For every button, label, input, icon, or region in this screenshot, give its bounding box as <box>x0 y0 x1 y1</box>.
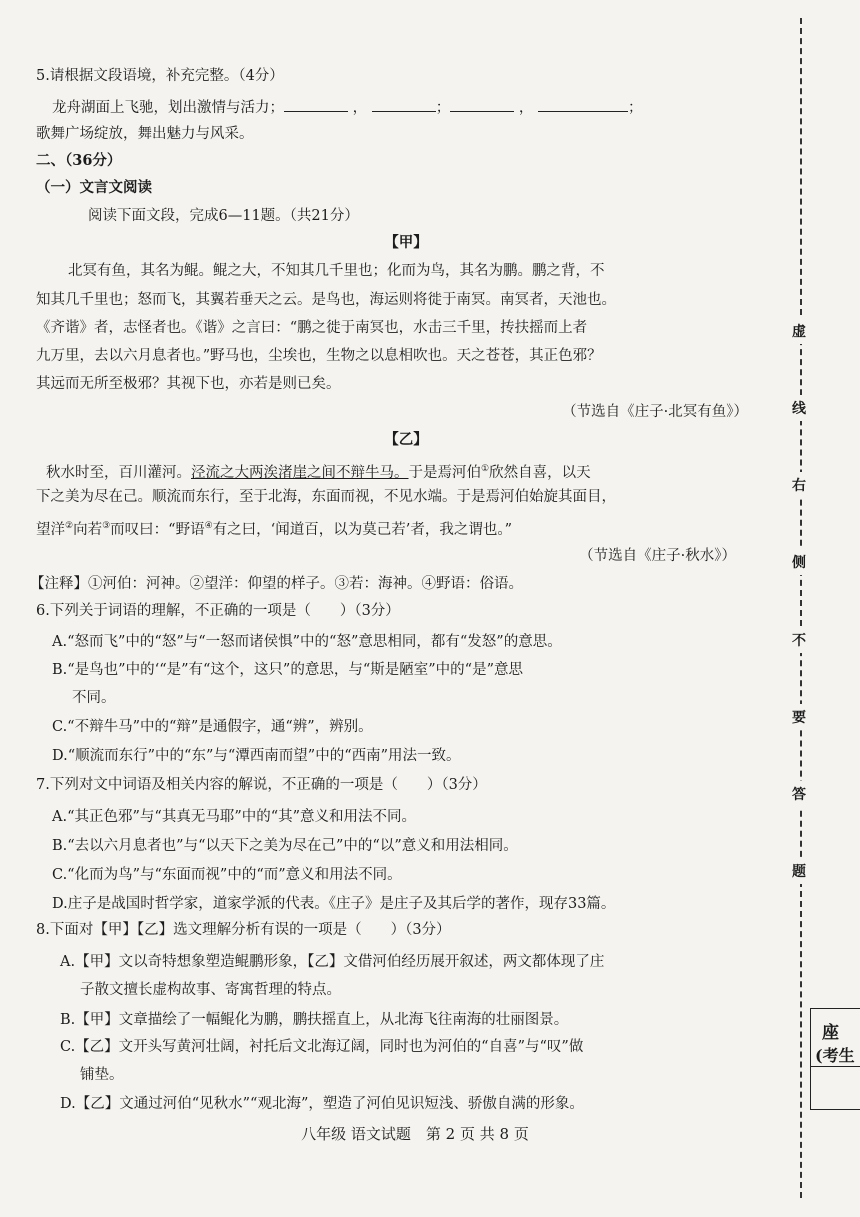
jia-line-2: 知其几千里也；怒而飞，其翼若垂天之云。是鸟也，海运则将徙于南冥。南冥者，天池也。 <box>36 292 616 308</box>
q8-stem: 8.下面对【甲】【乙】选文理解分析有误的一项是（ ）（3分） <box>36 922 451 938</box>
yi-line-3-c: 而叹曰：“野语 <box>110 521 205 538</box>
jia-line-5: 其远而无所至极邪？其视下也，亦若是则已矣。 <box>36 376 341 392</box>
q5-sep4: ； <box>627 100 643 116</box>
jia-line-3: 《齐谐》者，志怪者也。《谐》之言曰：“鹏之徙于南冥也，水击三千里，抟扶摇而上者 <box>36 320 588 336</box>
section2-title: 二、（36分） <box>36 152 122 169</box>
yi-source: （节选自《庄子·秋水》） <box>579 548 736 564</box>
q5-line1 <box>52 97 642 118</box>
q5-line1-text: 龙舟湖面上飞驰，划出激情与活力； <box>52 100 284 116</box>
q5-sep1: ， <box>352 100 368 116</box>
seat-label: 座 <box>822 1023 839 1043</box>
margin-char-5: 不 <box>792 627 806 653</box>
margin-char-1: 虚 <box>792 318 806 344</box>
yi-line-3-d: 有之曰，‘闻道百，以为莫己若’者，我之谓也。” <box>212 521 513 538</box>
q7-option-d[interactable]: D.庄子是战国时哲学家，道家学派的代表。《庄子》是庄子及其后学的著作，现存33篇。 <box>52 896 616 912</box>
q8-option-b[interactable]: B.【甲】文章描绘了一幅鲲化为鹏，鹏扶摇直上，从北海飞往南海的壮丽图景。 <box>60 1012 569 1028</box>
q8-option-d[interactable]: D.【乙】文通过河伯“见秋水”“观北海”，塑造了河伯见识短浅、骄傲自满的形象。 <box>60 1096 584 1112</box>
jia-source: （节选自《庄子·北冥有鱼》） <box>562 404 748 420</box>
answer-blank-4[interactable] <box>538 97 628 112</box>
margin-char-6: 要 <box>792 704 806 730</box>
seat-label-examinee: (考生 <box>815 1046 855 1065</box>
answer-blank-1[interactable] <box>284 97 348 112</box>
margin-char-7: 答 <box>792 781 806 807</box>
q6-option-b-cont: 不同。 <box>72 690 116 706</box>
seat-box-divider <box>810 1066 860 1067</box>
q5-sep3: ， <box>518 100 534 116</box>
q8-option-a[interactable]: A.【甲】文以奇特想象塑造鲲鹏形象，【乙】文借河伯经历展开叙述，两文都体现了庄 <box>60 954 605 970</box>
q5-line2: 歌舞广场绽放，舞出魅力与风采。 <box>36 126 254 142</box>
jia-line-1: 北冥有鱼，其名为鲲。鲲之大，不知其几千里也；化而为鸟，其名为鹏。鹏之背，不 <box>68 263 605 279</box>
section2-instruction: 阅读下面文段，完成6—11题。（共21分） <box>88 208 359 224</box>
q7-option-c[interactable]: C.“化而为鸟”与“东面而视”中的“而”意义和用法不同。 <box>52 867 402 883</box>
yi-line-1-b: 于是焉河伯 <box>408 464 481 481</box>
q8-option-c[interactable]: C.【乙】文开头写黄河壮阔，衬托后文北海辽阔，同时也为河伯的“自喜”与“叹”做 <box>60 1039 584 1055</box>
yi-line-2: 下之美为尽在己。顺流而东行，至于北海，东面而视，不见水端。于是焉河伯始旋其面目， <box>36 489 616 505</box>
answer-blank-3[interactable] <box>450 97 514 112</box>
q6-stem: 6.下列关于词语的理解，不正确的一项是（ ）（3分） <box>36 603 400 619</box>
yi-line-1-a: 秋水时至，百川灌河。 <box>46 464 191 481</box>
q8-option-c-cont: 铺垫。 <box>80 1067 124 1083</box>
margin-char-4: 侧 <box>792 549 806 575</box>
yi-line-3-b: 向若 <box>73 521 103 538</box>
binding-dashed-line <box>800 18 802 1198</box>
jia-line-4: 九万里，去以六月息者也。”野马也，尘埃也，生物之以息相吹也。天之苍苍，其正色邪？ <box>36 348 602 364</box>
yi-underlined-sentence: 泾流之大两涘渚崖之间不辩牛马。 <box>191 464 409 481</box>
annotation-notes: 【注释】①河伯：河神。②望洋：仰望的样子。③若：海神。④野语：俗语。 <box>30 576 523 592</box>
q5-sep2: ； <box>435 100 451 116</box>
yi-line-1-c: 欣然自喜，以天 <box>489 464 591 481</box>
margin-char-2: 线 <box>792 395 806 421</box>
margin-char-8: 题 <box>792 858 806 884</box>
q7-option-b[interactable]: B.“去以六月息者也”与“以天下之美为尽在己”中的“以”意义和用法相同。 <box>52 838 518 854</box>
q8-option-a-cont: 子散文擅长虚构故事、寄寓哲理的特点。 <box>80 982 341 998</box>
yi-line-1 <box>46 459 591 483</box>
page-footer: 八年级 语文试题 第 2 页 共 8 页 <box>301 1125 529 1143</box>
q6-option-c[interactable]: C.“不辩牛马”中的“辩”是通假字，通“辨”，辨别。 <box>52 719 373 735</box>
yi-heading: 【乙】 <box>384 431 428 448</box>
answer-blank-2[interactable] <box>372 97 436 112</box>
q6-option-d[interactable]: D.“顺流而东行”中的“东”与“潭西南而望”中的“西南”用法一致。 <box>52 748 461 764</box>
q7-stem: 7.下列对文中词语及相关内容的解说，不正确的一项是（ ）（3分） <box>36 777 487 793</box>
note-mark-2: ② <box>65 521 74 531</box>
section2-subtitle: （一）文言文阅读 <box>36 179 152 196</box>
q5-title: 5.请根据文段语境，补充完整。（4分） <box>36 68 284 84</box>
yi-line-3-a: 望洋 <box>36 521 65 538</box>
q6-option-b[interactable]: B.“是鸟也”中的‘“是”有“这个，这只”的意思，与“斯是陋室”中的“是”意思 <box>52 662 523 678</box>
note-mark-1: ① <box>481 464 490 474</box>
q7-option-a[interactable]: A.“其正色邪”与“其真无马耶”中的“其”意义和用法不同。 <box>52 809 417 825</box>
note-mark-4: ④ <box>204 521 213 531</box>
q6-option-a[interactable]: A.“怒而飞”中的“怒”与“一怒而诸侯惧”中的“怒”意思相同，都有“发怒”的意思。 <box>52 634 562 650</box>
yi-line-3 <box>36 516 512 540</box>
note-mark-3: ③ <box>102 521 111 531</box>
margin-char-3: 右 <box>792 472 806 498</box>
jia-heading: 【甲】 <box>384 234 428 251</box>
